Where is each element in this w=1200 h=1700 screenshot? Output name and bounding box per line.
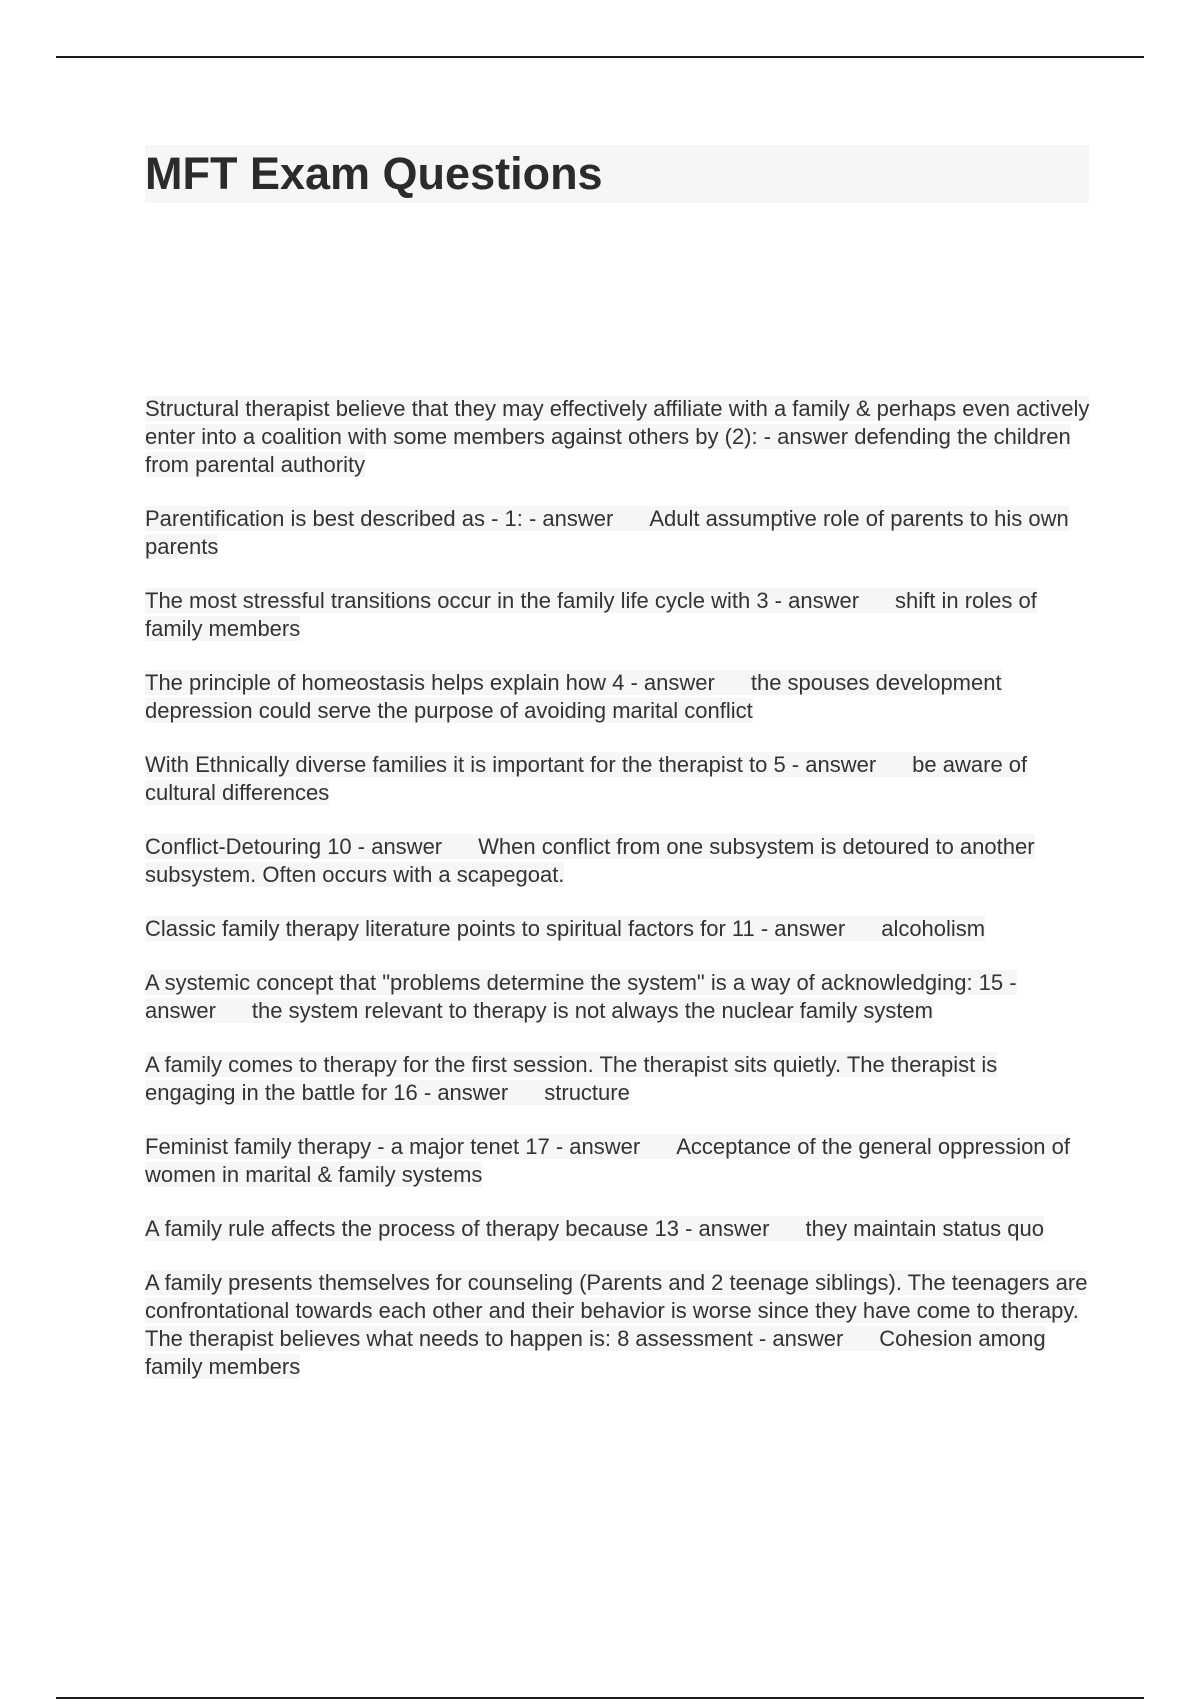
qa-item: [145, 833, 1090, 889]
answer-text: Acceptance of the general oppression of women in marital & family systems: [145, 1134, 1071, 1187]
question-list: [145, 395, 1090, 1407]
question-text: Structural therapist believe that they may effectively affiliate with a family & perhaps even actively enter into a coalition with some members against others by (2): - answer: [145, 396, 1090, 449]
question-text: With Ethnically diverse families it is important for the therapist to 5 - answer: [145, 752, 877, 777]
question-text: Conflict-Detouring 10 - answer: [145, 834, 443, 859]
question-text: The principle of homeostasis helps explain how 4 - answer: [145, 670, 715, 695]
answer-text: the system relevant to therapy is not always the nuclear family system: [251, 998, 933, 1023]
question-text: Parentification is best described as - 1: - answer: [145, 506, 614, 531]
answer-text: they maintain status quo: [805, 1216, 1044, 1241]
qa-item: [145, 1215, 1090, 1243]
question-text: Feminist family therapy - a major tenet 17 - answer: [145, 1134, 641, 1159]
qa-item: [145, 969, 1090, 1025]
qa-item: [145, 1051, 1090, 1107]
qa-item: [145, 751, 1090, 807]
qa-item: [145, 1269, 1090, 1381]
answer-text: shift in roles of family members: [145, 588, 1037, 641]
page-title: MFT Exam Questions: [145, 148, 603, 199]
answer-text: the spouses development depression could serve the purpose of avoiding marital conflict: [145, 670, 1002, 723]
qa-item: [145, 395, 1090, 479]
answer-text: Cohesion among family members: [145, 1326, 1046, 1379]
qa-item: [145, 915, 1090, 943]
top-rule: [56, 56, 1144, 58]
answer-text: alcoholism: [881, 916, 986, 941]
answer-text: structure: [544, 1080, 630, 1105]
qa-item: [145, 505, 1090, 561]
answer-text: When conflict from one subsystem is detoured to another subsystem. Often occurs with a scapegoat.: [145, 834, 1035, 887]
answer-text: defending the children from parental authority: [145, 424, 1071, 477]
bottom-rule: [56, 1697, 1144, 1699]
question-text: The most stressful transitions occur in the family life cycle with 3 - answer: [145, 588, 860, 613]
qa-item: [145, 1133, 1090, 1189]
qa-item: [145, 669, 1090, 725]
question-text: A family comes to therapy for the first session. The therapist sits quietly. The therapist is engaging in the battle for 16 - answer: [145, 1052, 998, 1105]
question-text: A family rule affects the process of therapy because 13 - answer: [145, 1216, 770, 1241]
answer-text: be aware of cultural differences: [145, 752, 1028, 805]
question-text: A family presents themselves for counseling (Parents and 2 teenage siblings). The teenagers are confrontational towards each other and their behavior is worse since they have come to therapy. The therapist believes what needs to happen is: 8 assessment - answer: [145, 1270, 1088, 1351]
question-text: A systemic concept that "problems determine the system" is a way of acknowledging: 15 - answer: [145, 970, 1017, 1023]
answer-text: Adult assumptive role of parents to his own parents: [145, 506, 1069, 559]
qa-item: [145, 587, 1090, 643]
question-text: Classic family therapy literature points to spiritual factors for 11 - answer: [145, 916, 846, 941]
